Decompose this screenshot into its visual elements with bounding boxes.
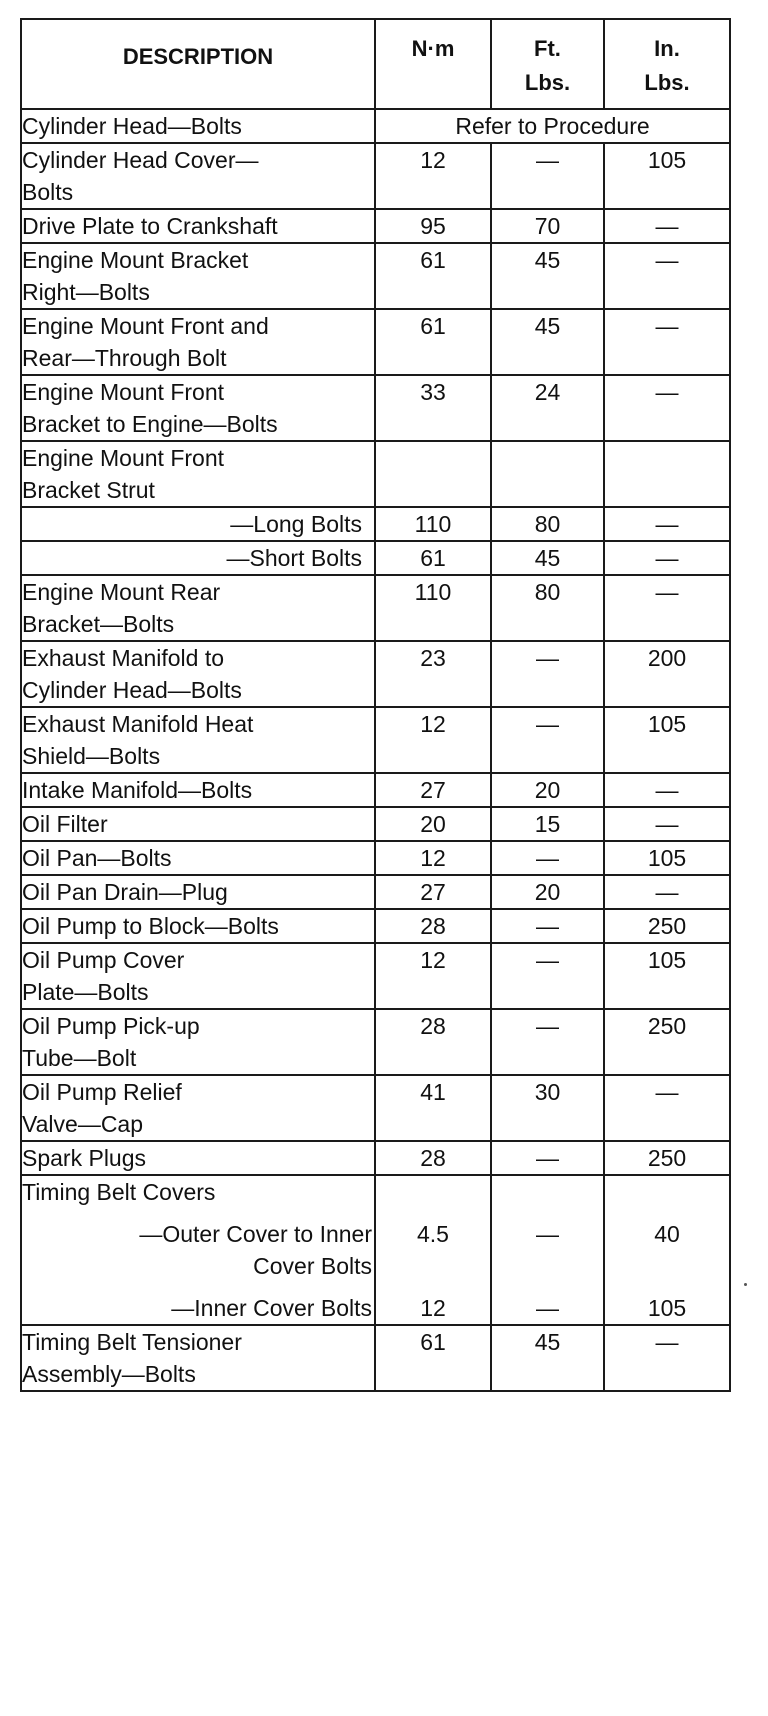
value-in: — <box>604 243 730 309</box>
value-in: 250 <box>604 909 730 943</box>
value-in: — <box>604 773 730 807</box>
table-row <box>21 1175 730 1325</box>
value-nm: 28 <box>375 1009 491 1075</box>
value-in: — <box>604 507 730 541</box>
sub-value-ft: — <box>536 1221 559 1247</box>
value-ft: 45 <box>491 309 604 375</box>
sub-item-description: —Outer Cover to Inner Cover Bolts <box>139 1221 372 1279</box>
row-description: Timing Belt Tensioner Assembly—Bolts <box>21 1325 375 1391</box>
value-ft: — <box>491 943 604 1009</box>
table-row <box>21 773 730 807</box>
value-in: 250 <box>604 1009 730 1075</box>
value-ft: 30 <box>491 1075 604 1141</box>
sub-value-in: 105 <box>647 1295 687 1321</box>
value-nm: 27 <box>375 773 491 807</box>
table-row <box>21 441 730 507</box>
row-description: Oil Pan—Bolts <box>21 841 375 875</box>
value-in: 250 <box>604 1141 730 1175</box>
row-description: Cylinder Head—Bolts <box>21 109 375 143</box>
table-row <box>21 1009 730 1075</box>
value-nm <box>375 1175 491 1325</box>
table-row <box>21 541 730 575</box>
row-description: Oil Pan Drain—Plug <box>21 875 375 909</box>
row-description: Oil Filter <box>21 807 375 841</box>
header-row <box>21 19 730 109</box>
header-in-lbs: In. Lbs. <box>604 19 730 109</box>
value-nm: 12 <box>375 707 491 773</box>
row-description: Exhaust Manifold to Cylinder Head—Bolts <box>21 641 375 707</box>
table-row <box>21 109 730 143</box>
header-ft-lbs: Ft. Lbs. <box>491 19 604 109</box>
value-ft: — <box>491 641 604 707</box>
value-ft <box>491 441 604 507</box>
value-ft: 70 <box>491 209 604 243</box>
value-nm: 61 <box>375 309 491 375</box>
sub-value-ft: — <box>536 1295 559 1321</box>
value-nm: 110 <box>375 507 491 541</box>
value-nm: 28 <box>375 909 491 943</box>
sub-value-nm: 12 <box>420 1295 446 1321</box>
header-description: DESCRIPTION <box>21 19 375 109</box>
value-ft: 20 <box>491 773 604 807</box>
value-nm: 27 <box>375 875 491 909</box>
table-row <box>21 909 730 943</box>
row-description: Oil Pump Pick-up Tube—Bolt <box>21 1009 375 1075</box>
value-in: 105 <box>604 143 730 209</box>
value-in: 200 <box>604 641 730 707</box>
value-ft: 24 <box>491 375 604 441</box>
sub-item-description: —Inner Cover Bolts <box>171 1295 372 1321</box>
value-nm: 61 <box>375 243 491 309</box>
table-row <box>21 309 730 375</box>
value-ft: — <box>491 909 604 943</box>
value-nm: 61 <box>375 541 491 575</box>
value-ft: — <box>491 1009 604 1075</box>
table-row <box>21 1325 730 1391</box>
table-row <box>21 243 730 309</box>
sub-value-in: 40 <box>654 1221 680 1247</box>
table-row <box>21 1141 730 1175</box>
row-description: Engine Mount Front and Rear—Through Bolt <box>21 309 375 375</box>
value-ft: — <box>491 707 604 773</box>
value-nm: 110 <box>375 575 491 641</box>
table-body <box>21 109 730 1391</box>
value-ft: 80 <box>491 507 604 541</box>
row-description: Oil Pump Relief Valve—Cap <box>21 1075 375 1141</box>
value-ft: 80 <box>491 575 604 641</box>
sub-value-nm: 4.5 <box>417 1221 449 1247</box>
value-in: — <box>604 1325 730 1391</box>
table-row <box>21 507 730 541</box>
value-ft: — <box>491 841 604 875</box>
value-nm <box>375 441 491 507</box>
row-description: Engine Mount Bracket Right—Bolts <box>21 243 375 309</box>
value-in <box>604 1175 730 1325</box>
value-in: 105 <box>604 943 730 1009</box>
value-in: — <box>604 1075 730 1141</box>
value-nm: 23 <box>375 641 491 707</box>
table-row <box>21 575 730 641</box>
table-row <box>21 943 730 1009</box>
header-nm: N·m <box>375 19 491 109</box>
value-in: — <box>604 541 730 575</box>
row-description: Intake Manifold—Bolts <box>21 773 375 807</box>
value-in: 105 <box>604 841 730 875</box>
value-nm: 20 <box>375 807 491 841</box>
value-in: — <box>604 807 730 841</box>
value-ft: 45 <box>491 1325 604 1391</box>
value-in: 105 <box>604 707 730 773</box>
row-description: Drive Plate to Crankshaft <box>21 209 375 243</box>
value-ft: 15 <box>491 807 604 841</box>
value-nm: 12 <box>375 841 491 875</box>
table-row <box>21 841 730 875</box>
table-row <box>21 707 730 773</box>
value-nm: 95 <box>375 209 491 243</box>
spanning-note: Refer to Procedure <box>375 109 730 143</box>
value-in: — <box>604 209 730 243</box>
value-ft: 20 <box>491 875 604 909</box>
value-in <box>604 441 730 507</box>
value-ft: — <box>491 1141 604 1175</box>
value-nm: 33 <box>375 375 491 441</box>
row-description <box>21 1175 375 1325</box>
row-description: Engine Mount Rear Bracket—Bolts <box>21 575 375 641</box>
group-label: Timing Belt Covers <box>22 1179 216 1205</box>
row-description: Oil Pump to Block—Bolts <box>21 909 375 943</box>
scan-speck <box>744 1283 747 1286</box>
row-description: Engine Mount Front Bracket to Engine—Bolts <box>21 375 375 441</box>
table-row <box>21 1075 730 1141</box>
row-description: Oil Pump Cover Plate—Bolts <box>21 943 375 1009</box>
value-ft: 45 <box>491 541 604 575</box>
row-description: —Long Bolts <box>21 507 375 541</box>
value-nm: 12 <box>375 143 491 209</box>
value-nm: 41 <box>375 1075 491 1141</box>
value-in: — <box>604 575 730 641</box>
table-row <box>21 375 730 441</box>
row-description: Engine Mount Front Bracket Strut <box>21 441 375 507</box>
row-description: Cylinder Head Cover— Bolts <box>21 143 375 209</box>
table-row <box>21 875 730 909</box>
value-in: — <box>604 309 730 375</box>
table-row <box>21 143 730 209</box>
value-nm: 12 <box>375 943 491 1009</box>
value-nm: 28 <box>375 1141 491 1175</box>
value-in: — <box>604 875 730 909</box>
value-in: — <box>604 375 730 441</box>
table-row <box>21 209 730 243</box>
value-nm: 61 <box>375 1325 491 1391</box>
value-ft: 45 <box>491 243 604 309</box>
row-description: Exhaust Manifold Heat Shield—Bolts <box>21 707 375 773</box>
row-description: —Short Bolts <box>21 541 375 575</box>
value-ft <box>491 1175 604 1325</box>
value-ft: — <box>491 143 604 209</box>
torque-spec-table <box>20 18 731 1392</box>
row-description: Spark Plugs <box>21 1141 375 1175</box>
table-row <box>21 807 730 841</box>
table-row <box>21 641 730 707</box>
